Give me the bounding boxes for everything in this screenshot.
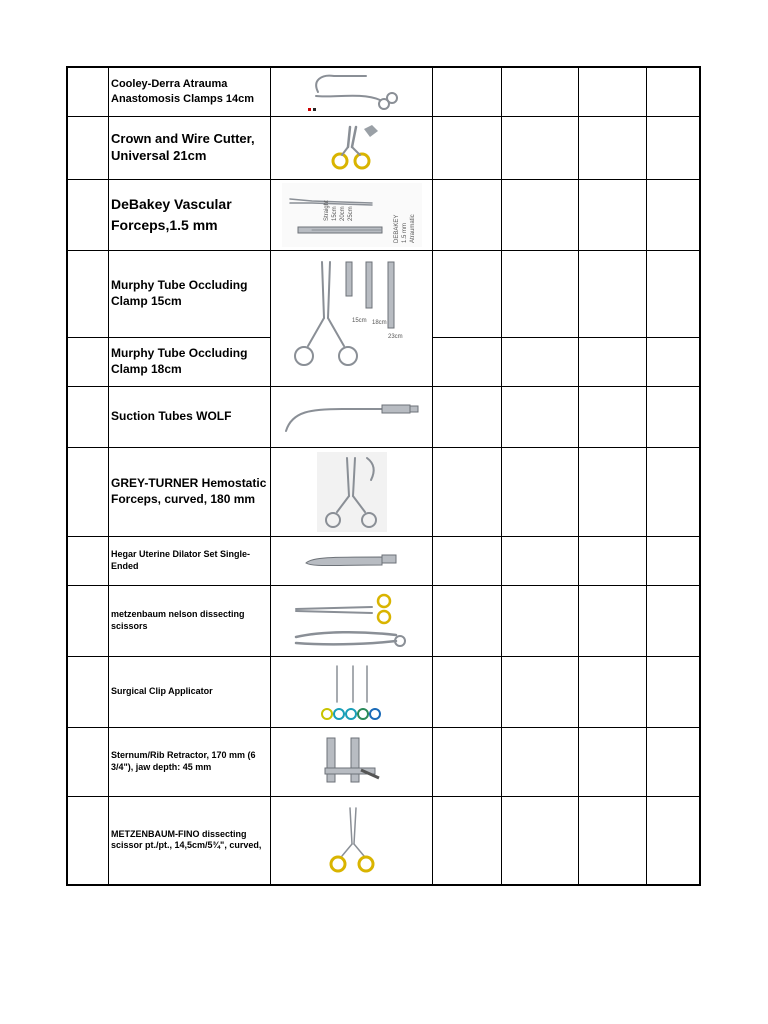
number-cell[interactable] [67, 337, 109, 386]
table-row [67, 536, 700, 585]
empty-cell[interactable] [579, 179, 647, 250]
empty-cell[interactable] [579, 386, 647, 447]
image-cell [271, 796, 433, 885]
empty-cell[interactable] [502, 116, 579, 179]
image-cell [271, 656, 433, 727]
empty-cell[interactable] [433, 727, 502, 796]
empty-cell[interactable] [579, 337, 647, 386]
empty-cell[interactable] [647, 116, 701, 179]
empty-cell[interactable] [579, 727, 647, 796]
murphy-clamp-image [292, 258, 412, 378]
rib-retractor-image [317, 734, 387, 790]
instrument-name: DeBakey Vascular Forceps,1.5 mm [111, 195, 232, 233]
empty-cell[interactable] [579, 67, 647, 116]
table-row [67, 727, 700, 796]
dissecting-scissors-image [292, 591, 412, 651]
empty-cell[interactable] [502, 585, 579, 656]
cooley-derra-clamp-image [302, 70, 402, 114]
instrument-name: METZENBAUM-FINO dissecting scissor pt./pt., 14,5cm/5¾", curved, [111, 828, 262, 851]
hemostatic-forceps-image [317, 452, 387, 532]
number-cell[interactable] [67, 585, 109, 656]
number-cell[interactable] [67, 796, 109, 885]
name-cell[interactable] [109, 727, 271, 796]
empty-cell[interactable] [502, 796, 579, 885]
empty-cell[interactable] [647, 727, 701, 796]
empty-cell[interactable] [579, 447, 647, 536]
instrument-name: Murphy Tube Occluding Clamp 18cm [111, 345, 248, 376]
empty-cell[interactable] [433, 386, 502, 447]
empty-cell[interactable] [647, 337, 701, 386]
name-cell[interactable] [109, 67, 271, 116]
table-row [67, 585, 700, 656]
empty-cell[interactable] [579, 536, 647, 585]
clip-applicator-image [317, 662, 387, 722]
instrument-name: Suction Tubes WOLF [111, 408, 232, 423]
instrument-name: metzenbaum nelson dissecting scissors [111, 608, 245, 631]
table-row [67, 796, 700, 885]
instrument-name: Sternum/Rib Retractor, 170 mm (6 3/4"), jaw depth: 45 mm [111, 749, 256, 772]
empty-cell[interactable] [502, 536, 579, 585]
empty-cell[interactable] [579, 250, 647, 337]
name-cell[interactable] [109, 585, 271, 656]
image-label: 20cm [339, 205, 346, 221]
image-label: Straight [323, 199, 330, 221]
empty-cell[interactable] [433, 585, 502, 656]
empty-cell[interactable] [502, 250, 579, 337]
name-cell[interactable] [109, 447, 271, 536]
image-label: DEBAKEY [393, 214, 400, 243]
table-row [67, 250, 700, 337]
empty-cell[interactable] [502, 656, 579, 727]
table-row [67, 447, 700, 536]
name-cell[interactable] [109, 179, 271, 250]
instrument-table [66, 66, 701, 886]
empty-cell[interactable] [433, 796, 502, 885]
empty-cell[interactable] [647, 250, 701, 337]
empty-cell[interactable] [647, 656, 701, 727]
empty-cell[interactable] [433, 179, 502, 250]
image-cell [271, 536, 433, 585]
empty-cell[interactable] [647, 386, 701, 447]
name-cell[interactable] [109, 796, 271, 885]
number-cell[interactable] [67, 536, 109, 585]
instrument-table-sheet [66, 66, 695, 885]
number-cell[interactable] [67, 727, 109, 796]
empty-cell[interactable] [502, 67, 579, 116]
empty-cell[interactable] [579, 116, 647, 179]
image-label: Atraumatic [409, 213, 416, 243]
instrument-name: Cooley-Derra Atraumа Anastomosis Clamps 14cm [111, 78, 255, 105]
suction-tube-image [282, 397, 422, 437]
image-label: 1.5 mm [401, 222, 408, 243]
image-label: 15cm [331, 205, 338, 221]
table-row [67, 179, 700, 250]
image-cell [271, 116, 433, 179]
image-cell [271, 585, 433, 656]
debakey-forceps-image [282, 183, 422, 247]
empty-cell[interactable] [433, 67, 502, 116]
image-cell [271, 67, 433, 116]
empty-cell[interactable] [502, 386, 579, 447]
name-cell[interactable] [109, 337, 271, 386]
instrument-name: Surgical Clip Applicator [111, 685, 213, 696]
image-cell [271, 179, 433, 250]
image-cell [271, 250, 433, 386]
number-cell[interactable] [67, 250, 109, 337]
image-cell [271, 447, 433, 536]
empty-cell[interactable] [647, 179, 701, 250]
empty-cell[interactable] [579, 585, 647, 656]
hegar-dilator-image [302, 549, 402, 573]
instrument-name: Murphy Tube Occluding Clamp 15cm [111, 277, 248, 308]
instrument-name: GREY-TURNER Hemostatic Forceps, curved, 180 mm [111, 475, 267, 506]
name-cell[interactable] [109, 250, 271, 337]
image-label: 23cm [387, 334, 403, 340]
empty-cell[interactable] [433, 656, 502, 727]
empty-cell[interactable] [502, 337, 579, 386]
metzenbaum-fino-scissors-image [322, 804, 382, 876]
name-cell[interactable] [109, 656, 271, 727]
number-cell[interactable] [67, 386, 109, 447]
empty-cell[interactable] [647, 536, 701, 585]
empty-cell[interactable] [433, 536, 502, 585]
image-cell [271, 386, 433, 447]
empty-cell[interactable] [579, 796, 647, 885]
name-cell[interactable] [109, 536, 271, 585]
image-cell [271, 727, 433, 796]
name-cell[interactable] [109, 116, 271, 179]
empty-cell[interactable] [647, 585, 701, 656]
empty-cell[interactable] [647, 67, 701, 116]
number-cell[interactable] [67, 116, 109, 179]
empty-cell[interactable] [433, 447, 502, 536]
image-label: 15cm [351, 318, 367, 324]
empty-cell[interactable] [433, 116, 502, 179]
table-row [67, 67, 700, 116]
empty-cell[interactable] [502, 447, 579, 536]
empty-cell[interactable] [433, 250, 502, 337]
table-row [67, 656, 700, 727]
empty-cell[interactable] [647, 447, 701, 536]
number-cell[interactable] [67, 656, 109, 727]
table-row [67, 116, 700, 179]
instrument-name: Hegar Uterine Dilator Set Single-Ended [111, 548, 251, 571]
image-label: 18cm [371, 320, 387, 326]
image-label: 25cm [347, 205, 354, 221]
empty-cell[interactable] [647, 796, 701, 885]
number-cell[interactable] [67, 447, 109, 536]
empty-cell[interactable] [502, 727, 579, 796]
number-cell[interactable] [67, 179, 109, 250]
wire-cutter-image [312, 123, 392, 173]
name-cell[interactable] [109, 386, 271, 447]
number-cell[interactable] [67, 67, 109, 116]
empty-cell[interactable] [502, 179, 579, 250]
empty-cell[interactable] [433, 337, 502, 386]
instrument-name: Crown and Wire Cutter, Universal 21cm [111, 130, 255, 163]
table-row [67, 386, 700, 447]
empty-cell[interactable] [579, 656, 647, 727]
